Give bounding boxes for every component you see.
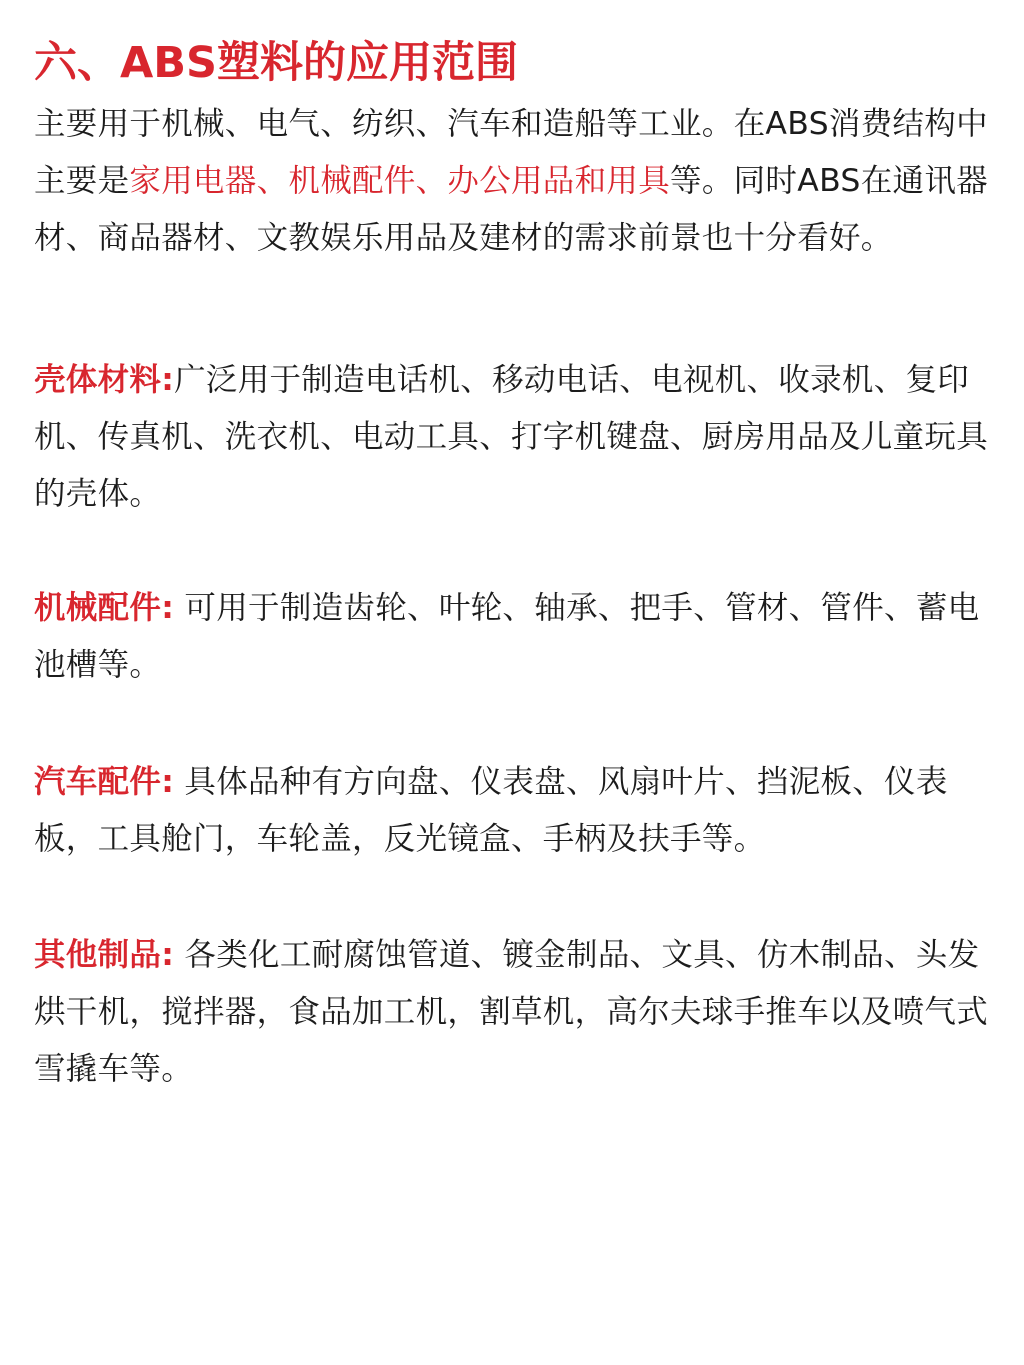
article [34, 30, 990, 1099]
page-title: 六、ABS塑料的应用范围 [34, 38, 519, 88]
intro-highlight: 家用电器、机械配件、办公用品和用具 [129, 163, 671, 200]
intro-paragraph [34, 96, 990, 268]
section-label-other: 其他制品: [34, 937, 175, 974]
section-text-other: 各类化工耐腐蚀管道、镀金制品、文具、仿木制品、头发烘干机，搅拌器，食品加工机，割草机，高尔夫球手推车以及喷气式雪撬车等。 [34, 937, 989, 1088]
section-text-mechanical: 可用于制造齿轮、叶轮、轴承、把手、管材、管件、蓄电池槽等。 [34, 590, 980, 684]
section-text-auto: 具体品种有方向盘、仪表盘、风扇叶片、挡泥板、仪表板，工具舱门，车轮盖，反光镜盒、手柄及扶手等。 [34, 763, 948, 857]
section-auto-parts [34, 754, 990, 868]
section-text-housing: 广泛用于制造电话机、移动电话、电视机、收录机、复印机、传真机、洗衣机、电动工具、打字机键盘、厨房用品及儿童玩具的壳体。 [34, 361, 989, 513]
section-other-products [34, 927, 990, 1099]
section-mechanical-parts [34, 580, 990, 694]
section-label-mechanical: 机械配件: [34, 590, 175, 627]
section-housing-materials [34, 352, 990, 524]
intro-text-start: 主要用于机械、电气、纺织、汽车和造船等工业。在ABS消费结构中主要是 [34, 106, 988, 200]
section-label-auto: 汽车配件: [34, 763, 175, 800]
intro-text-end: 等。同时ABS在通讯器材、商品器材、文教娱乐用品及建材的需求前景也十分看好。 [34, 163, 988, 257]
section-label-housing: 壳体材料: [34, 361, 175, 398]
